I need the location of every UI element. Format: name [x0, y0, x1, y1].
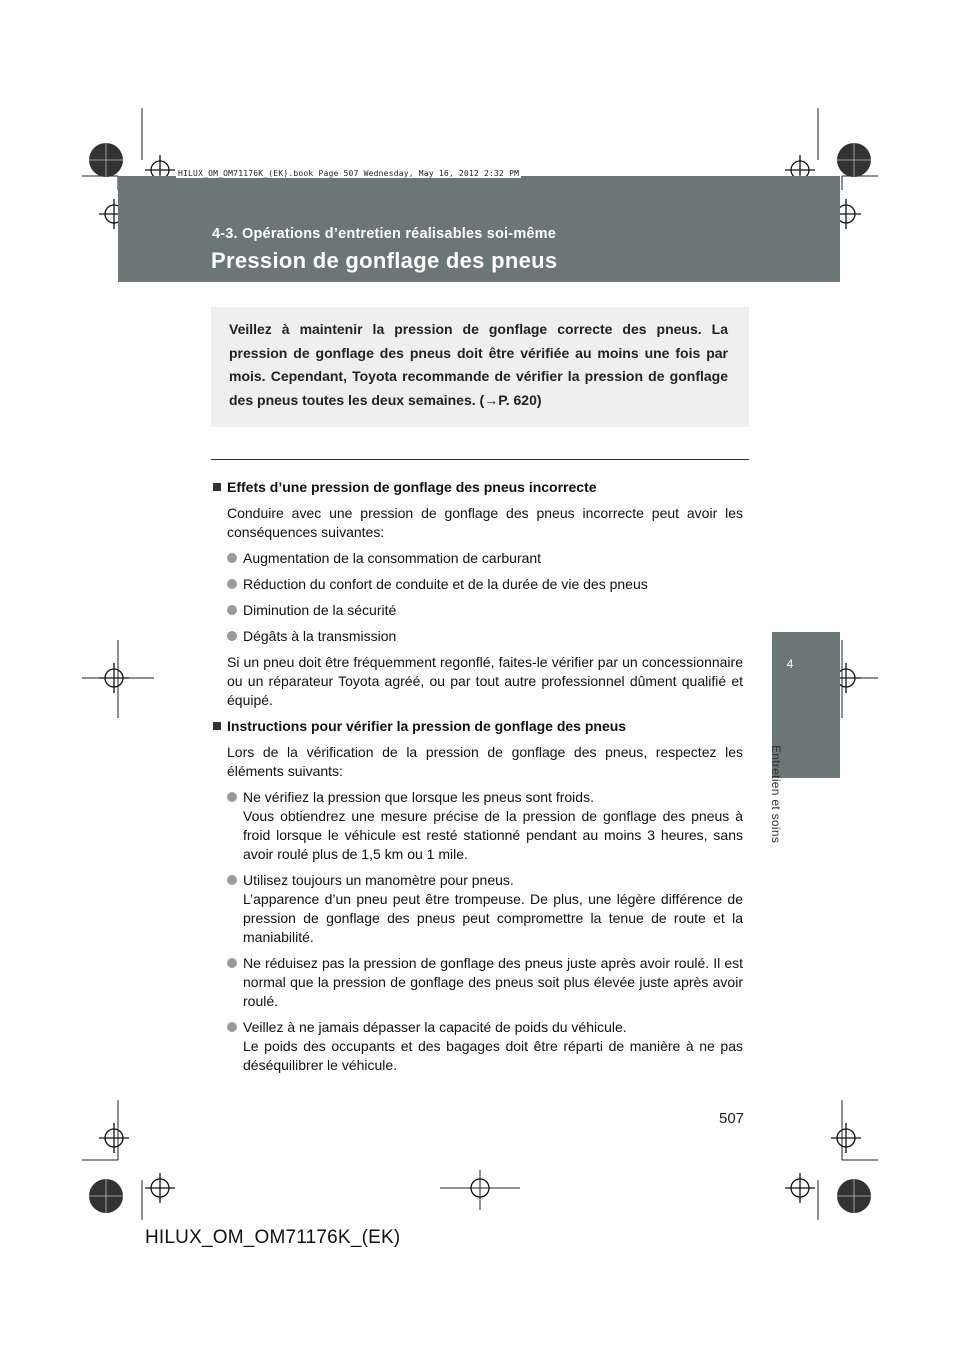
paragraph: Lors de la vérification de la pression de gonflage des pneus, respectez les éléments suivants:: [227, 744, 743, 779]
list-item-title: Veillez à ne jamais dépasser la capacité de poids du véhicule.: [243, 1019, 627, 1035]
paragraph: Conduire avec une pression de gonflage des pneus incorrecte peut avoir les conséquences suivantes:: [227, 505, 743, 540]
content-body: [213, 478, 743, 1082]
chapter-number: 4: [786, 657, 794, 671]
list-item-body: [243, 788, 743, 864]
circle-bullet-icon: [227, 605, 237, 615]
paragraph: Si un pneu doit être fréquemment regonflé, faites-le vérifier par un concessionnaire ou un réparateur Toyota agréé, ou par tout autre professionnel dûment qualifié et équipé.: [227, 654, 743, 708]
list-item: [227, 575, 743, 594]
list-item-detail: Vous obtiendrez une mesure précise de la pression de gonflage des pneus à froid lorsque le véhicule est resté stationné pendant au moins 3 heures, sans avoir roulé plus de 1,5 km ou 1 mile.: [243, 808, 743, 862]
circle-bullet-icon: [227, 875, 237, 885]
footer-code: HILUX_OM_OM71176K_(EK): [145, 1227, 401, 1248]
page-number: 507: [719, 1110, 745, 1127]
list-item-text: Dégâts à la transmission: [243, 628, 397, 644]
chapter-label: Entretien et soins: [769, 745, 783, 844]
list-item: [227, 871, 743, 947]
section-label: 4-3. Opérations d’entretien réalisables soi-même: [212, 226, 557, 242]
list-item-title: Utilisez toujours un manomètre pour pneus.: [243, 872, 514, 888]
list-item: [227, 627, 743, 646]
section-heading-effets: [213, 478, 743, 497]
page-title: Pression de gonflage des pneus: [211, 248, 558, 273]
list-item-title: Ne réduisez pas la pression de gonflage des pneus juste après avoir roulé. Il est normal que la pression de gonflage des pneus soit plus élevée juste après avoir roulé.: [243, 955, 743, 1009]
list-item-text: Diminution de la sécurité: [243, 602, 397, 618]
list-item: [227, 601, 743, 620]
list-item-body: [243, 954, 743, 1011]
circle-bullet-icon: [227, 958, 237, 968]
square-bullet-icon: [213, 483, 221, 491]
book-stamp: HILUX_OM_OM71176K_(EK).book Page 507 Wednesday, May 16, 2012 2:32 PM: [178, 169, 520, 178]
list-item: [227, 549, 743, 568]
list-item-text: Augmentation de la consommation de carburant: [243, 550, 542, 566]
list-item-body: [243, 871, 743, 947]
square-bullet-icon: [213, 722, 221, 730]
list-item-detail: Le poids des occupants et des bagages doit être réparti de manière à ne pas déséquilibrer le véhicule.: [243, 1038, 743, 1073]
heading-text: Effets d’une pression de gonflage des pneus incorrecte: [227, 479, 597, 495]
heading-text: Instructions pour vérifier la pression de gonflage des pneus: [227, 718, 627, 734]
list-item: [227, 1018, 743, 1075]
list-item-title: Ne vérifiez la pression que lorsque les pneus sont froids.: [243, 789, 594, 805]
circle-bullet-icon: [227, 1022, 237, 1032]
circle-bullet-icon: [227, 792, 237, 802]
circle-bullet-icon: [227, 631, 237, 641]
list-item-text: Réduction du confort de conduite et de la durée de vie des pneus: [243, 576, 648, 592]
divider: [211, 459, 749, 460]
list-item-body: [243, 1018, 743, 1075]
circle-bullet-icon: [227, 553, 237, 563]
intro-text: Veillez à maintenir la pression de gonflage correcte des pneus. La pression de gonflage des pneus doit être vérifiée au moins une fois par mois. Cependant, Toyota recommande de vérifier la pression de gonflage des pneus toutes les deux semaines. (→P. 620): [229, 321, 728, 408]
circle-bullet-icon: [227, 579, 237, 589]
list-item: [227, 954, 743, 1011]
list-item-detail: L’apparence d’un pneu peut être trompeuse. De plus, une légère différence de pression de gonflage des pneus peut compromettre la tenue de route et la maniabilité.: [243, 891, 743, 945]
list-item: [227, 788, 743, 864]
section-heading-instructions: [213, 717, 743, 736]
